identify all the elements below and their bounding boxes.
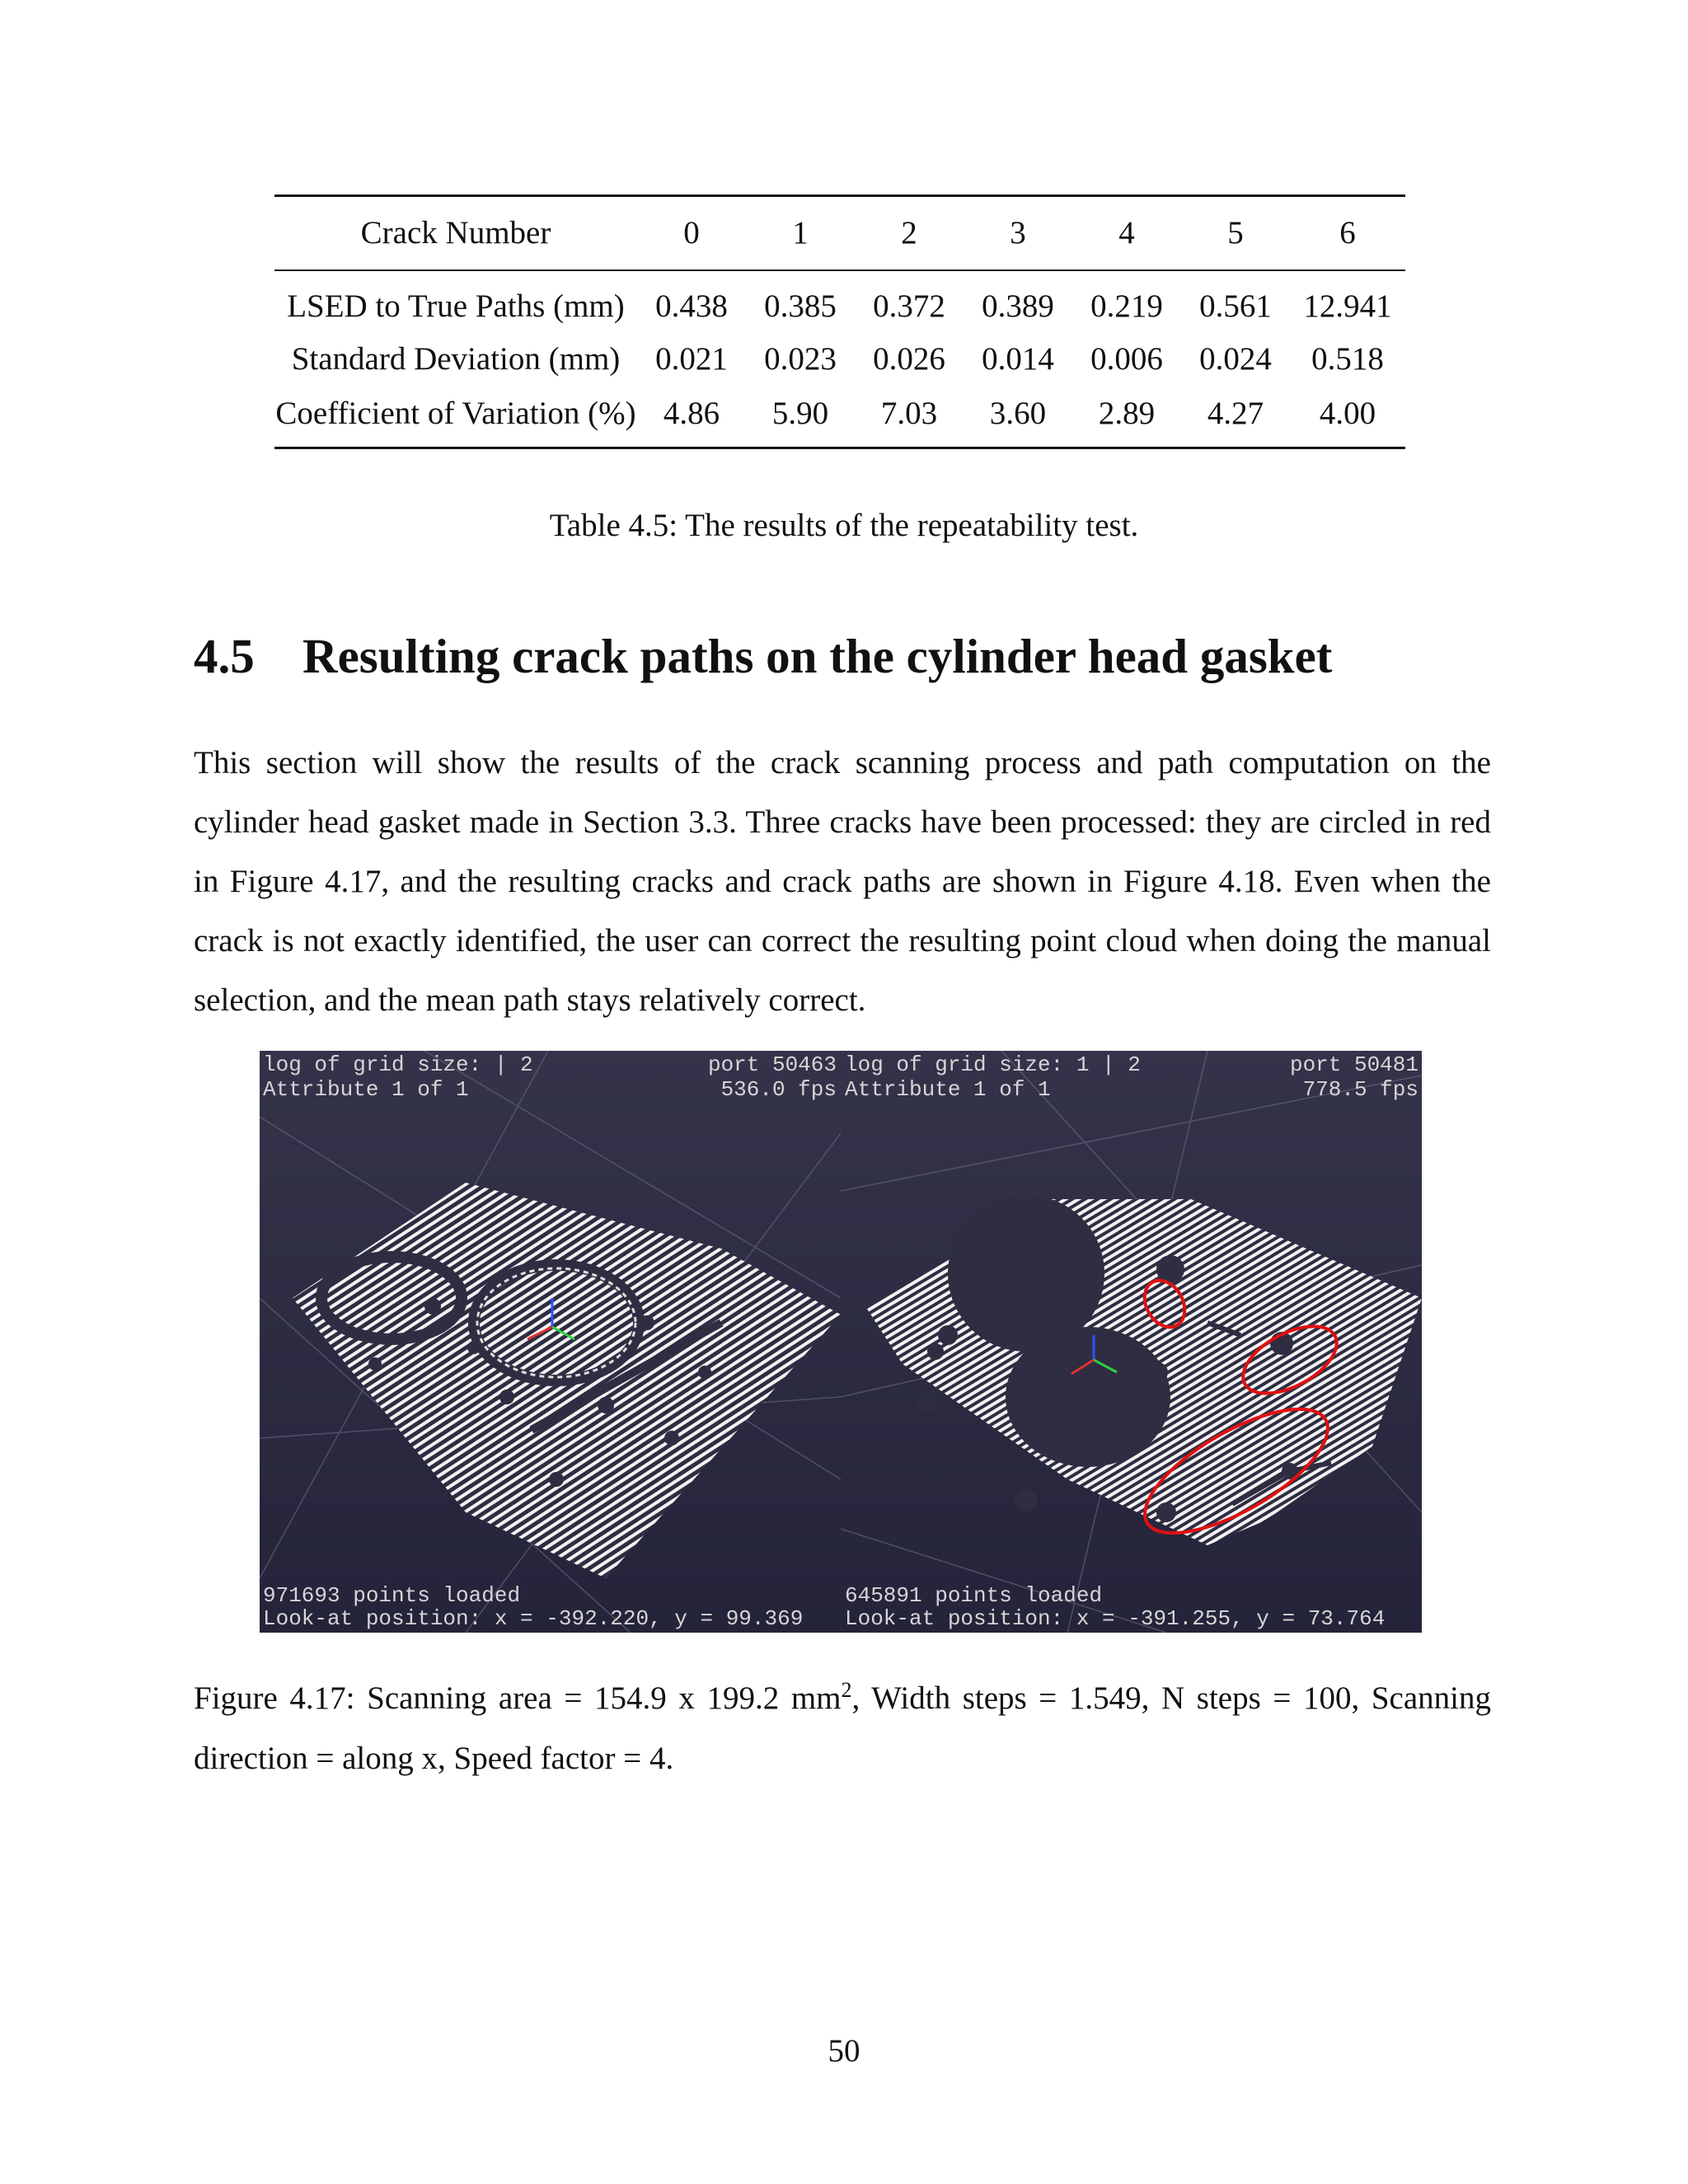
page-number: 50 <box>828 2033 860 2069</box>
table-cell: 0.026 <box>873 341 945 377</box>
table-cell: 12.941 <box>1303 288 1392 324</box>
table-row <box>274 330 1405 389</box>
left-hud-port: port 50463 <box>707 1052 837 1077</box>
section-number: 4.5 <box>194 629 255 683</box>
table-cell: 0.023 <box>764 341 837 377</box>
left-hud-lookat: Look-at position: x = -392.220, y = 99.369 <box>263 1606 804 1631</box>
table-cell: 4.86 <box>663 396 720 432</box>
figure-caption-superscript: 2 <box>841 1678 852 1702</box>
table-cell: 4.00 <box>1319 396 1376 432</box>
right-hud-fps: 778.5 fps <box>1302 1077 1418 1102</box>
table-cell: 0.518 <box>1311 341 1384 377</box>
left-hud-fps: 536.0 fps <box>720 1077 837 1102</box>
right-hud-lookat: Look-at position: x = -391.255, y = 73.764 <box>845 1606 1386 1631</box>
table-cell: 0.021 <box>655 341 728 377</box>
left-hud-attribute: Attribute 1 of 1 <box>263 1077 469 1102</box>
row-label: LSED to True Paths (mm) <box>287 288 625 324</box>
header-col: 1 <box>792 215 809 251</box>
right-hud-points-loaded: 645891 points loaded <box>845 1583 1103 1608</box>
repeatability-table <box>274 194 1405 449</box>
table-cell: 5.90 <box>771 396 829 432</box>
table-cell: 2.89 <box>1098 396 1156 432</box>
right-hud-attribute: Attribute 1 of 1 <box>845 1077 1051 1102</box>
table-cell: 7.03 <box>880 396 938 432</box>
figure-point-cloud-screenshots <box>260 1051 1422 1633</box>
table-cell: 0.219 <box>1090 288 1163 324</box>
table-caption: Table 4.5: The results of the repeatability test. <box>549 508 1139 543</box>
table-cell: 0.014 <box>982 341 1054 377</box>
table-cell: 0.006 <box>1090 341 1163 377</box>
header-col: 4 <box>1118 215 1135 251</box>
figure-caption <box>194 1668 1491 1788</box>
right-hud-grid-size: log of grid size: 1 | 2 <box>845 1052 1141 1077</box>
table-cell: 0.561 <box>1199 288 1272 324</box>
left-viewer-panel <box>260 1051 841 1633</box>
header-col: 5 <box>1227 215 1244 251</box>
table-cell: 0.389 <box>982 288 1054 324</box>
table-row <box>274 389 1405 448</box>
table-cell: 0.385 <box>764 288 837 324</box>
right-hud-port: port 50481 <box>1289 1052 1418 1077</box>
table-cell: 0.438 <box>655 288 728 324</box>
figure-caption-main: Figure 4.17: Scanning area = 154.9 x 199.2 mm <box>194 1680 842 1716</box>
row-label: Standard Deviation (mm) <box>291 341 621 377</box>
section-heading <box>194 628 1332 685</box>
table-cell: 4.27 <box>1207 396 1264 432</box>
figure-caption-rest: , Width steps = 1.549, N steps = 100, Scanning direction = along x, Speed factor = 4. <box>194 1680 1492 1776</box>
table-cell: 0.372 <box>873 288 945 324</box>
results-table-container <box>274 194 1405 449</box>
right-viewer-panel <box>841 1051 1422 1633</box>
table-row <box>274 270 1405 330</box>
left-hud-points-loaded: 971693 points loaded <box>263 1583 521 1608</box>
table-cell: 3.60 <box>989 396 1047 432</box>
header-col: 6 <box>1339 215 1356 251</box>
header-col: 0 <box>683 215 700 251</box>
left-hud-grid-size: log of grid size: | 2 <box>263 1052 533 1077</box>
header-col: 3 <box>1010 215 1026 251</box>
header-crack-number: Crack Number <box>360 215 551 251</box>
row-label: Coefficient of Variation (%) <box>275 396 636 432</box>
section-title-text: Resulting crack paths on the cylinder head gasket <box>302 629 1333 683</box>
table-header-row <box>274 196 1405 270</box>
body-paragraph: This section will show the results of the crack scanning process and path computation on the cylinder head gasket made in Section 3.3. Three cracks have been processed: they are circled in red in Figure 4.17, and the resulting cracks and crack paths are shown in Figure 4.18. Even when the crack is not exactly identified, the user can correct the resulting point cloud when doing the manual selection, and the mean path stays relatively correct. <box>194 745 1491 1018</box>
header-col: 2 <box>901 215 917 251</box>
table-cell: 0.024 <box>1199 341 1272 377</box>
